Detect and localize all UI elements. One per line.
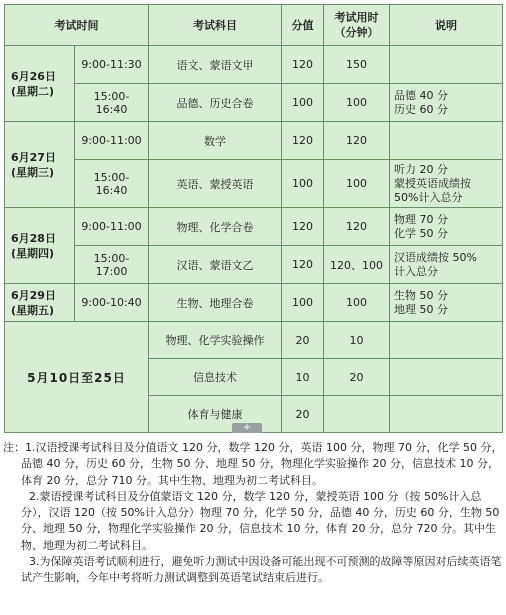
- table-row: [5, 208, 503, 246]
- schedule-body: [5, 46, 503, 433]
- table-row: [5, 284, 503, 322]
- duration-cell: 20: [324, 359, 390, 396]
- duration-cell: 120、100: [324, 246, 390, 284]
- note-cell: 生物 50 分 地理 50 分: [390, 284, 503, 322]
- weekday-label: (星期二): [11, 84, 55, 98]
- duration-cell: [324, 396, 390, 433]
- date-cell: [5, 284, 75, 322]
- table-row: [5, 160, 503, 208]
- time-cell: 9:00-11:00: [75, 208, 149, 246]
- notes-section: [3, 440, 503, 587]
- date-cell: [5, 122, 75, 208]
- score-cell: 20: [282, 396, 324, 433]
- date-label: 6月29日: [11, 288, 56, 302]
- subject-cell: 信息技术: [149, 359, 282, 396]
- subject-cell: 物理、化学合卷: [149, 208, 282, 246]
- header-subject: 考试科目: [149, 5, 282, 46]
- note-3: 3.为保障英语考试顺利进行，避免听力测试中因设备可能出现不可预测的故障等原因对后续英语笔试产生影响，今年中考将听力测试调整到英语笔试结束后进行。: [21, 555, 502, 585]
- score-cell: 120: [282, 208, 324, 246]
- time-cell: 9:00-11:30: [75, 46, 149, 84]
- time-cell: 15:00-16:40: [75, 160, 149, 208]
- subject-cell: 语文、蒙语文甲: [149, 46, 282, 84]
- subject-cell: 数学: [149, 122, 282, 160]
- weekday-label: (星期四): [11, 246, 55, 260]
- score-cell: 10: [282, 359, 324, 396]
- note-cell: [390, 122, 503, 160]
- table-row: [5, 322, 503, 359]
- duration-cell: 120: [324, 122, 390, 160]
- note-cell: [390, 322, 503, 359]
- duration-cell: 100: [324, 84, 390, 122]
- score-cell: 100: [282, 284, 324, 322]
- table-row: [5, 46, 503, 84]
- subject-cell: 品德、历史合卷: [149, 84, 282, 122]
- note-1: 注：1.汉语授课考试科目及分值语文 120 分，数学 120 分，英语 100 分，物理 70 分，化学 50 分，品德 40 分，历史 60 分，生物 50 分、地理 50 分，物理化学实验操作 20 分，信息技术 10 分，体育 20 分，总分 710 分。其中生物、地理为初二考试科目。: [3, 441, 503, 487]
- time-cell: 15:00-17:00: [75, 246, 149, 284]
- weekday-label: (星期三): [11, 165, 55, 179]
- duration-cell: 100: [324, 160, 390, 208]
- duration-cell: 150: [324, 46, 390, 84]
- subject-cell: 英语、蒙授英语: [149, 160, 282, 208]
- duration-cell: 100: [324, 284, 390, 322]
- header-note: 说明: [390, 5, 503, 46]
- date-label: 6月28日: [11, 231, 56, 245]
- subject-cell: 物理、化学实验操作: [149, 322, 282, 359]
- score-cell: 20: [282, 322, 324, 359]
- time-cell: 9:00-10:40: [75, 284, 149, 322]
- exam-schedule: [4, 4, 502, 433]
- score-cell: 120: [282, 246, 324, 284]
- note-cell: [390, 46, 503, 84]
- duration-cell: 120: [324, 208, 390, 246]
- date-cell: [5, 46, 75, 122]
- time-cell: 9:00-11:00: [75, 122, 149, 160]
- note-cell: [390, 396, 503, 433]
- subject-cell: 体育与健康: [149, 396, 282, 433]
- score-cell: 120: [282, 46, 324, 84]
- date-cell: [5, 208, 75, 284]
- header-duration: 考试用时 （分钟）: [324, 5, 390, 46]
- score-cell: 100: [282, 160, 324, 208]
- score-cell: 120: [282, 122, 324, 160]
- time-cell: 15:00-16:40: [75, 84, 149, 122]
- exam-schedule-table: [4, 4, 503, 433]
- table-row: [5, 122, 503, 160]
- period-cell: 5月10日至25日: [5, 322, 149, 433]
- subject-cell: 汉语、蒙语文乙: [149, 246, 282, 284]
- note-cell: 听力 20 分 蒙授英语成绩按 50%计入总分: [390, 160, 503, 208]
- header-score: 分值: [282, 5, 324, 46]
- date-label: 6月26日: [11, 69, 56, 83]
- note-cell: 品德 40 分 历史 60 分: [390, 84, 503, 122]
- note-cell: 汉语成绩按 50% 计入总分: [390, 246, 503, 284]
- subject-cell: 生物、地理合卷: [149, 284, 282, 322]
- note-2: 2.蒙语授课考试科目及分值蒙语文 120 分，数学 120 分，蒙授英语 100 分（按 50%计入总分），汉语 120（按 50%计入总分）物理 70 分，化学 50 分，品德 40 分，历史 60 分，生物 50 分、地理 50 分，物理化学实验操作 20 分，信息技术 10 分，体育 20 分，总分 720 分。其中生物、地理为初二考试科目。: [21, 489, 500, 552]
- note-cell: [390, 359, 503, 396]
- expand-button[interactable]: +: [232, 423, 262, 433]
- table-row: [5, 246, 503, 284]
- header-time: 考试时间: [5, 5, 149, 46]
- score-cell: 100: [282, 84, 324, 122]
- table-row: [5, 84, 503, 122]
- duration-cell: 10: [324, 322, 390, 359]
- date-label: 6月27日: [11, 150, 56, 164]
- note-cell: 物理 70 分 化学 50 分: [390, 208, 503, 246]
- header-row: [5, 5, 503, 46]
- weekday-label: (星期五): [11, 303, 55, 317]
